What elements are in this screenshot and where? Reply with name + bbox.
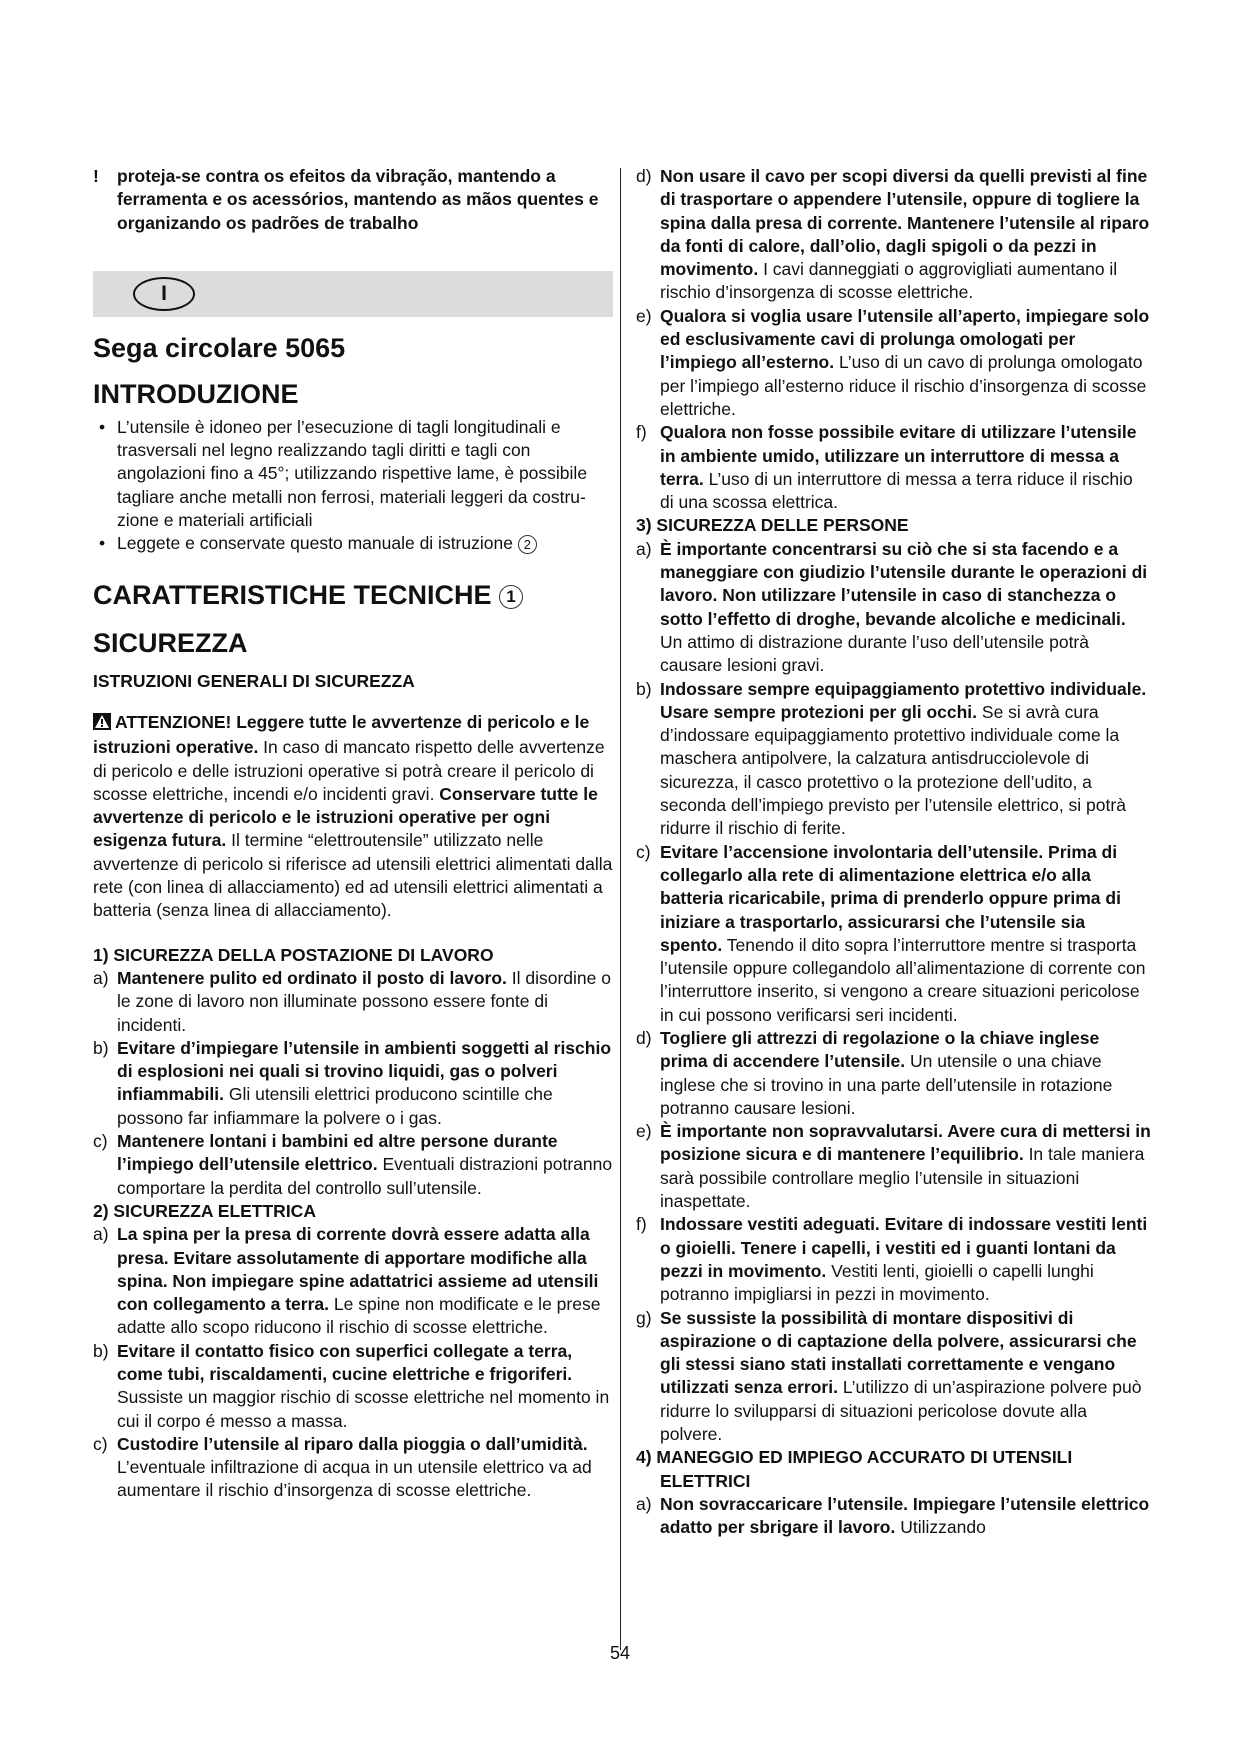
- item-label: e): [636, 1121, 652, 1142]
- ref-circle: 2: [518, 535, 537, 554]
- right-column: [636, 165, 1151, 1540]
- item-text: Il disordine o le zone di lavoro non illuminate possono essere fonte di incidenti.: [117, 967, 611, 1035]
- column-divider: [620, 168, 621, 1650]
- intro-bullet-text: Leggete e conservate questo manuale di istruzione: [117, 533, 513, 554]
- tech-heading-text: CARATTERISTICHE TECNICHE: [93, 579, 492, 610]
- item-text: L’uso di un interruttore di messa a terra riduce il rischio di una scossa elettrica.: [660, 468, 1133, 513]
- item-bold: Evitare l’accensione involontaria dell’utensile. Prima di collegarlo alla rete di alimentazione elettrica e/o alla batteria ricaricabile, prima di prenderlo oppure prima di iniziare a trasportarlo, assicurarsi che l’utensile sia spento.: [660, 841, 1121, 955]
- warning-triangle-icon: [93, 713, 111, 736]
- item-bold: Indossare sempre equipaggiamento protettivo individuale. Usare sempre protezioni per gli occhi.: [660, 678, 1147, 722]
- item-text: Le spine non modificate e le prese adatte allo scopo riducono il rischio di scosse elettriche.: [117, 1294, 601, 1338]
- item-bold: Evitare il contatto fisico con superfici collegate a terra, come tubi, riscaldamenti, cucine elettriche e frigoriferi.: [117, 1340, 573, 1384]
- item-label: f): [636, 1214, 647, 1235]
- item-label: f): [636, 422, 647, 443]
- item-bold: Se sussiste la possibilità di montare dispositivi di aspirazione o di captazione della polvere, assicurarsi che gli stessi siano stati installati correttamente e vengano utilizzati senza errori.: [660, 1307, 1137, 1398]
- page-number: 54: [609, 1643, 631, 1663]
- item-bold: Mantenere lontani i bambini ed altre persone durante l’impiego dell’utensile elettrico.: [117, 1131, 558, 1175]
- section1-item: [93, 1037, 613, 1130]
- section2-item: [93, 1433, 613, 1503]
- section4-item: [636, 1493, 1151, 1540]
- item-label: e): [636, 305, 652, 326]
- section3-item: [636, 1307, 1151, 1447]
- item-bold: Indossare vestiti adeguati. Evitare di indossare vestiti lenti o gioielli. Tenere i capelli, i vestiti ed i guanti lontani da pezzi in movimento.: [660, 1214, 1148, 1281]
- section2-item: [636, 165, 1151, 305]
- intro-bullet: • Leggete e conservate questo manuale di istruzione 2: [93, 532, 613, 555]
- section2-item: [636, 421, 1151, 514]
- item-bold: Non usare il cavo per scopi diversi da quelli previsti al fine di trasportare o appendere l’utensile, oppure di togliere la spina dalla presa di corrente. Mantenere l’utensile al riparo da fonti di calore, dall’olio, dagli spigoli o da pezzi in movimento.: [660, 166, 1150, 280]
- intro-list: [93, 416, 613, 556]
- item-text: L’utilizzo di un’aspirazione polvere può ridurre lo svilupparsi di situazioni pericolose dovute alla polvere.: [660, 1377, 1142, 1445]
- item-label: a): [93, 1224, 109, 1245]
- item-label: b): [93, 1340, 109, 1361]
- item-bold: Non sovraccaricare l’utensile. Impiegare l’utensile elettrico adatto per sbrigare il lavoro.: [660, 1493, 1150, 1538]
- item-bold: Togliere gli attrezzi di regolazione o la chiave inglese prima di accendere l’utensile.: [660, 1027, 1100, 1072]
- item-text: I cavi danneggiati o aggrovigliati aumentano il rischio d’insorgenza di scosse elettriche.: [660, 259, 1118, 303]
- section1-item: [93, 1130, 613, 1200]
- item-text: Se si avrà cura d’indossare equipaggiamento protettivo individuale come la maschera antipolvere, la calzatura antisdrucciolevole di sicurezza, il casco protettivo o la protezione dell’udito, a seconda dell’impiego previsto per l’utensile elettrico, si potrà ridurre il rischio di ferite.: [660, 701, 1126, 839]
- tech-heading: [93, 578, 613, 612]
- item-label: c): [636, 841, 651, 862]
- section2-item: [636, 305, 1151, 421]
- intro-bullet-text: L’utensile è idoneo per l’esecuzione di tagli longitudinali e trasversali nel legno realizzando tagli diritti e tagli con angolazioni fino a 45°; utilizzando rispettive lame, è possibile tagliare anche metalli non ferrosi, materiali leggeri da costru-zione e materiali artificiali: [117, 416, 588, 531]
- section1-heading: 1) SICUREZZA DELLA POSTAZIONE DI LAVORO: [93, 944, 494, 965]
- item-label: c): [93, 1433, 108, 1454]
- section3-item: [636, 1027, 1151, 1120]
- page-title: Sega circolare 5065: [93, 332, 346, 363]
- safety-heading: SICUREZZA: [93, 627, 248, 658]
- item-bold: È importante concentrarsi su ciò che si sta facendo e a maneggiare con giudizio l’utensile durante le operazioni di lavoro. Non utilizzare l’utensile in caso di stanchezza o sotto l’effetto di droghe, bevande alcoliche e medicinali.: [660, 538, 1148, 629]
- item-label: a): [636, 538, 652, 559]
- item-text: Gli utensili elettrici producono scintille che possono far infiammare la polvere o i gas.: [117, 1084, 553, 1128]
- top-warning-text: proteja-se contra os efeitos da vibração, mantendo a ferramenta e os acessórios, mantendo as mãos quentes e organizando os padrões de trabalho: [117, 166, 599, 233]
- item-text: Un utensile o una chiave inglese che si trovino in una parte dell’utensile in rotazione potranno causare lesioni.: [660, 1051, 1113, 1118]
- warning-text: In caso di mancato rispetto delle avvertenze di pericolo e delle istruzioni operative si potrà creare il pericolo di scosse elettriche, incendi e/o incidenti gravi.: [93, 737, 605, 804]
- item-text: Vestiti lenti, gioielli o capelli lunghi potranno impigliarsi in pezzi in movimento.: [660, 1260, 1094, 1305]
- item-bold: Mantenere pulito ed ordinato il posto di lavoro.: [117, 967, 507, 988]
- intro-bullet: • L’utensile è idoneo per l’esecuzione di tagli longitudinali e trasversali nel legno realizzando tagli diritti e tagli con angolazioni fino a 45°; utilizzando rispettive lame, è possibile tagliare anche metalli non ferrosi, materiali leggeri da costru-zione e materiali artificiali: [99, 416, 588, 531]
- left-column: [93, 165, 613, 1503]
- section3-item: [636, 678, 1151, 841]
- section1-item: [93, 967, 613, 1037]
- item-bold: Evitare d’impiegare l’utensile in ambienti soggetti al rischio di esplosioni nei quali si trovino liquidi, gas o polveri infiammabili.: [117, 1037, 612, 1105]
- item-label: b): [636, 678, 652, 699]
- item-bold: La spina per la presa di corrente dovrà essere adatta alla presa. Evitare assolutamente di apportare modifiche alla spina. Non impiegare spine adattatrici assieme ad utensili con collegamento a terra.: [117, 1224, 599, 1315]
- warning-mark: !: [93, 166, 99, 186]
- warning-text-2: Il termine “elettroutensile” utilizzato nelle avvertenze di pericolo si riferisce ad utensili elettrici alimentati dalla rete (con linea di allacciamento) ed ad utensili elettrici alimentati a batteria (senza linea di allacciamento).: [93, 830, 613, 921]
- item-label: g): [636, 1307, 652, 1328]
- item-text: Eventuali distrazioni potranno comportare la perdita del controllo sull’utensile.: [117, 1154, 613, 1198]
- safety-subheading: ISTRUZIONI GENERALI DI SICUREZZA: [93, 670, 415, 691]
- language-bar: [93, 271, 613, 317]
- section3-item: [636, 841, 1151, 1027]
- intro-heading: INTRODUZIONE: [93, 378, 299, 409]
- item-bold: Custodire l’utensile al riparo dalla pioggia o dall’umidità.: [117, 1433, 588, 1454]
- item-label: d): [636, 1027, 652, 1048]
- item-text: In tale maniera sarà possibile controllare meglio l’utensile in situazioni inaspettate.: [660, 1144, 1145, 1212]
- item-text: Sussiste un maggior rischio di scosse elettriche nel momento in cui il corpo é messo a massa.: [117, 1387, 610, 1431]
- ref-circle: 1: [499, 585, 523, 609]
- section2-heading: 2) SICUREZZA ELETTRICA: [93, 1200, 316, 1221]
- item-label: c): [93, 1131, 108, 1152]
- safety-warning: [93, 711, 613, 923]
- item-label: d): [636, 166, 652, 186]
- warning-bold: ATTENZIONE! Leggere tutte le avvertenze di pericolo e le istruzioni operative.: [93, 711, 590, 758]
- section3-item: [636, 538, 1151, 678]
- item-text: L’uso di un cavo di prolunga omologato per l’impiego all’esterno riduce il rischio d’insorgenza di scosse elettriche.: [660, 352, 1147, 419]
- item-label: a): [93, 967, 109, 988]
- section3-item: [636, 1213, 1151, 1306]
- section2-item: [93, 1340, 613, 1433]
- section3-heading: 3) SICUREZZA DELLE PERSONE: [636, 515, 909, 536]
- item-text: L’eventuale infiltrazione di acqua in un utensile elettrico va ad aumentare il rischio d’insorgenza di scosse elettriche.: [117, 1457, 592, 1501]
- section2-item: [93, 1223, 613, 1339]
- section3-item: [636, 1120, 1151, 1213]
- warning-bold-2: Conservare tutte le avvertenze di pericolo e le istruzioni operative per ogni esigenza futura.: [93, 783, 598, 851]
- item-text: Tenendo il dito sopra l’interruttore mentre si trasporta l’utensile oppure collegandolo all’alimentazione di corrente con l’interruttore inserito, si vengono a creare situazioni pericolose in cui possono verificarsi seri incidenti.: [660, 934, 1146, 1025]
- top-warning: [93, 165, 613, 235]
- item-bold: Qualora si voglia usare l’utensile all’aperto, impiegare solo ed esclusivamente cavi di prolunga omologati per l’impiego all’esterno.: [660, 305, 1150, 373]
- item-bold: Qualora non fosse possibile evitare di utilizzare l’utensile in ambiente umido, utilizzare un interruttore di messa a terra.: [660, 422, 1137, 489]
- item-label: a): [636, 1493, 652, 1514]
- item-text: Utilizzando: [895, 1517, 986, 1538]
- item-text: Un attimo di distrazione durante l’uso dell’utensile potrà causare lesioni gravi.: [660, 631, 1089, 676]
- language-badge: I: [133, 277, 195, 311]
- section4-heading: 4) MANEGGIO ED IMPIEGO ACCURATO DI UTENSILI ELETTRICI: [636, 1447, 1073, 1491]
- item-bold: È importante non sopravvalutarsi. Avere cura di mettersi in posizione sicura e di mantenere l’equilibrio.: [660, 1121, 1151, 1165]
- item-label: b): [93, 1037, 109, 1058]
